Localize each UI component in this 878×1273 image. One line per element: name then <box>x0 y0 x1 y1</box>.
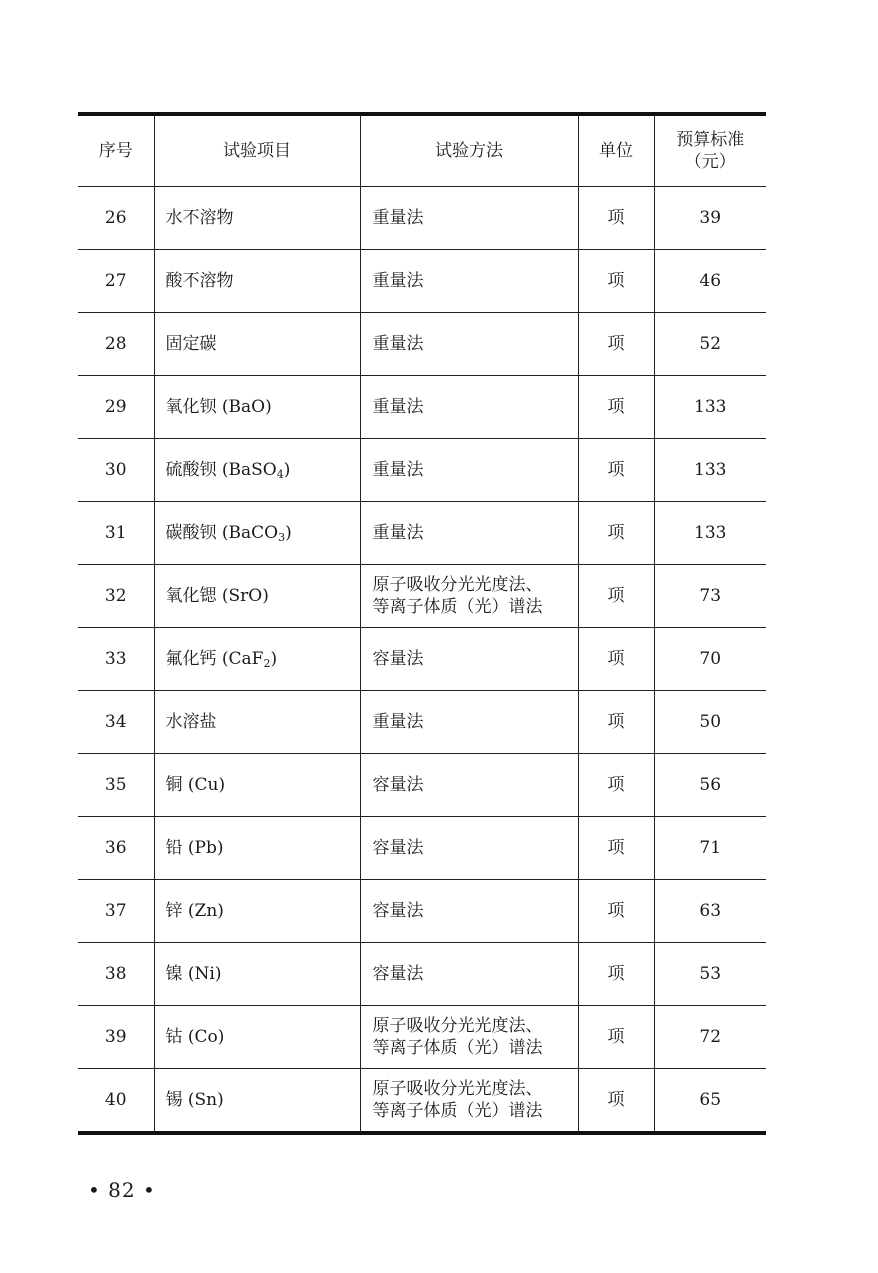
header-budget-standard-label: 预算标准 <box>676 130 745 150</box>
table-row <box>78 250 766 313</box>
cell-serial-number: 28 <box>78 313 154 376</box>
cell-test-method <box>360 754 578 817</box>
cell-test-method <box>360 502 578 565</box>
cell-test-method <box>360 439 578 502</box>
test-method-line: 容量法 <box>372 838 424 858</box>
cell-test-item <box>154 817 360 880</box>
header-test-item: 试验项目 <box>154 114 360 187</box>
cell-budget-price: 46 <box>654 250 766 313</box>
cell-test-method <box>360 817 578 880</box>
cell-serial-number: 31 <box>78 502 154 565</box>
cell-test-item <box>154 1069 360 1134</box>
cell-unit: 项 <box>578 1006 654 1069</box>
test-method-line: 重量法 <box>372 208 424 228</box>
header-serial-number: 序号 <box>78 114 154 187</box>
header-row <box>78 114 766 187</box>
cell-serial-number: 40 <box>78 1069 154 1134</box>
table-header <box>78 114 766 187</box>
cell-budget-price: 65 <box>654 1069 766 1134</box>
page-number: • 82 • <box>88 1178 156 1202</box>
cell-test-item <box>154 187 360 250</box>
cell-budget-price: 72 <box>654 1006 766 1069</box>
cell-unit: 项 <box>578 817 654 880</box>
test-method-line: 原子吸收分光光度法、 <box>372 1079 543 1099</box>
cell-test-item <box>154 250 360 313</box>
cell-serial-number: 35 <box>78 754 154 817</box>
cell-serial-number: 27 <box>78 250 154 313</box>
cell-unit: 项 <box>578 376 654 439</box>
cell-unit: 项 <box>578 439 654 502</box>
table-row <box>78 691 766 754</box>
cell-unit: 项 <box>578 313 654 376</box>
test-item-name: 铅 (Pb) <box>165 838 224 858</box>
test-item-subscript: 2 <box>263 657 271 670</box>
test-price-table <box>78 112 766 1135</box>
test-item-name: 固定碳 <box>165 334 217 354</box>
cell-test-item <box>154 628 360 691</box>
cell-unit: 项 <box>578 565 654 628</box>
cell-serial-number: 36 <box>78 817 154 880</box>
test-item-subscript: 4 <box>276 468 284 481</box>
cell-unit: 项 <box>578 628 654 691</box>
cell-test-method <box>360 376 578 439</box>
test-item-name: 镍 (Ni) <box>165 964 222 984</box>
test-item-name: 锌 (Zn) <box>165 901 224 921</box>
cell-serial-number: 39 <box>78 1006 154 1069</box>
cell-test-method <box>360 1069 578 1134</box>
cell-budget-price: 71 <box>654 817 766 880</box>
cell-budget-price: 39 <box>654 187 766 250</box>
test-item-tail: ) <box>285 523 292 543</box>
cell-unit: 项 <box>578 1069 654 1134</box>
table-row <box>78 628 766 691</box>
test-item-tail: ) <box>283 460 291 480</box>
test-item-name: 氧化钡 (BaO) <box>165 397 272 417</box>
table-row <box>78 817 766 880</box>
cell-test-method <box>360 943 578 1006</box>
table-row <box>78 502 766 565</box>
table-row <box>78 880 766 943</box>
cell-test-item <box>154 943 360 1006</box>
cell-test-item <box>154 313 360 376</box>
cell-test-item <box>154 439 360 502</box>
table-row <box>78 754 766 817</box>
test-item-subscript: 3 <box>278 531 286 544</box>
table-row <box>78 1069 766 1134</box>
cell-budget-price: 133 <box>654 502 766 565</box>
cell-budget-price: 56 <box>654 754 766 817</box>
cell-unit: 项 <box>578 691 654 754</box>
test-method-line: 容量法 <box>372 775 424 795</box>
cell-serial-number: 32 <box>78 565 154 628</box>
test-item-name: 钴 (Co) <box>165 1027 225 1047</box>
table-row <box>78 313 766 376</box>
header-budget-standard-unit: （元） <box>684 152 736 172</box>
cell-unit: 项 <box>578 187 654 250</box>
cell-budget-price: 52 <box>654 313 766 376</box>
test-item-name: 碳酸钡 (BaCO <box>165 523 279 543</box>
table-body <box>78 187 766 1134</box>
header-test-method: 试验方法 <box>360 114 578 187</box>
cell-test-item <box>154 691 360 754</box>
header-budget-standard <box>654 114 766 187</box>
cell-serial-number: 38 <box>78 943 154 1006</box>
cell-serial-number: 37 <box>78 880 154 943</box>
cell-budget-price: 53 <box>654 943 766 1006</box>
test-item-name: 氧化锶 (SrO) <box>165 586 269 606</box>
test-method-line: 容量法 <box>372 901 424 921</box>
test-method-line: 重量法 <box>372 334 424 354</box>
cell-unit: 项 <box>578 250 654 313</box>
cell-budget-price: 133 <box>654 439 766 502</box>
cell-serial-number: 34 <box>78 691 154 754</box>
table-row <box>78 565 766 628</box>
cell-test-item <box>154 1006 360 1069</box>
cell-unit: 项 <box>578 502 654 565</box>
cell-test-method <box>360 628 578 691</box>
cell-test-method <box>360 565 578 628</box>
test-method-line: 等离子体质（光）谱法 <box>372 1101 543 1121</box>
test-method-line: 重量法 <box>372 460 424 480</box>
test-method-line: 重量法 <box>372 712 424 732</box>
test-item-tail: ) <box>270 649 278 669</box>
cell-budget-price: 73 <box>654 565 766 628</box>
test-method-line: 容量法 <box>372 649 424 669</box>
test-item-name: 酸不溶物 <box>165 271 234 291</box>
test-method-line: 等离子体质（光）谱法 <box>372 1038 543 1058</box>
price-table-container <box>78 112 766 1135</box>
table-row <box>78 376 766 439</box>
table-row <box>78 187 766 250</box>
cell-unit: 项 <box>578 880 654 943</box>
cell-budget-price: 50 <box>654 691 766 754</box>
test-item-name: 水不溶物 <box>165 208 234 228</box>
cell-serial-number: 26 <box>78 187 154 250</box>
test-method-line: 等离子体质（光）谱法 <box>372 597 543 617</box>
cell-test-method <box>360 691 578 754</box>
table-row <box>78 439 766 502</box>
test-method-line: 重量法 <box>372 523 424 543</box>
test-method-line: 重量法 <box>372 397 424 417</box>
test-item-name: 锡 (Sn) <box>165 1090 224 1110</box>
test-method-line: 容量法 <box>372 964 424 984</box>
test-method-line: 重量法 <box>372 271 424 291</box>
header-unit: 单位 <box>578 114 654 187</box>
test-item-name: 硫酸钡 (BaSO <box>165 460 277 480</box>
cell-serial-number: 30 <box>78 439 154 502</box>
cell-test-item <box>154 754 360 817</box>
test-item-name: 水溶盐 <box>165 712 217 732</box>
cell-unit: 项 <box>578 943 654 1006</box>
cell-test-method <box>360 313 578 376</box>
cell-serial-number: 29 <box>78 376 154 439</box>
cell-unit: 项 <box>578 754 654 817</box>
table-row <box>78 1006 766 1069</box>
test-item-name: 氟化钙 (CaF <box>165 649 264 669</box>
test-item-name: 铜 (Cu) <box>165 775 226 795</box>
test-method-line: 原子吸收分光光度法、 <box>372 1016 543 1036</box>
table-row <box>78 943 766 1006</box>
cell-test-method <box>360 250 578 313</box>
cell-test-item <box>154 376 360 439</box>
cell-test-method <box>360 880 578 943</box>
cell-test-item <box>154 565 360 628</box>
cell-test-item <box>154 502 360 565</box>
cell-serial-number: 33 <box>78 628 154 691</box>
cell-test-method <box>360 187 578 250</box>
cell-test-item <box>154 880 360 943</box>
cell-budget-price: 63 <box>654 880 766 943</box>
test-method-line: 原子吸收分光光度法、 <box>372 575 543 595</box>
cell-budget-price: 133 <box>654 376 766 439</box>
cell-budget-price: 70 <box>654 628 766 691</box>
cell-test-method <box>360 1006 578 1069</box>
